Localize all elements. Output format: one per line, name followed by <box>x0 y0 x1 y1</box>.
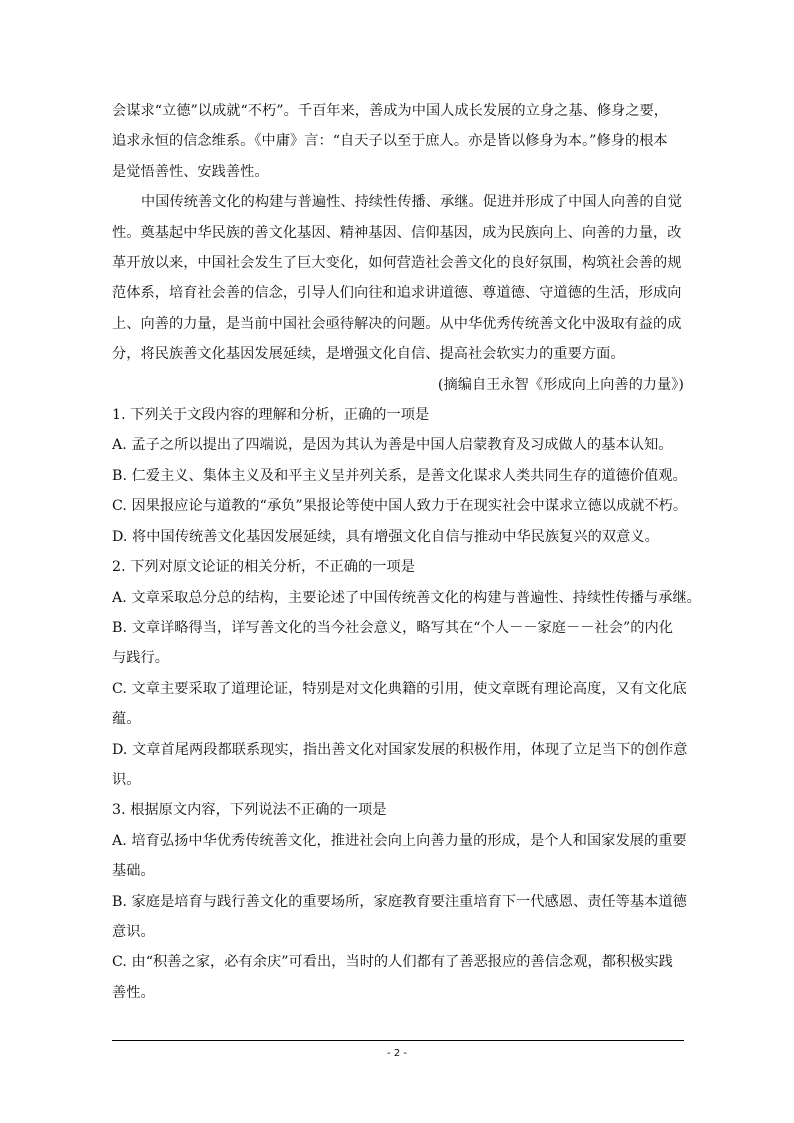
option-d: D. 文章首尾两段都联系现实，指出善文化对国家发展的积极作用，体现了立足当下的创作意 <box>112 741 688 758</box>
text-line: 中国传统善文化的构建与普遍性、持续性传播、承继。促进并形成了中国人向善的自觉 <box>141 194 683 211</box>
option-a: A. 孟子之所以提出了四端说，是因为其认为善是中国人启蒙教育及习成做人的基本认知。 <box>112 437 673 454</box>
question-stem: 1. 下列关于文段内容的理解和分析，正确的一项是 <box>112 407 430 424</box>
text-line: 追求永恒的信念维系。《中庸》言：“自天子以至于庶人。亦是皆以修身为本。”修身的根本 <box>112 133 668 150</box>
question-3 <box>112 795 687 1008</box>
option-b: B. 仁爱主义、集体主义及和平主义呈并列关系，是善文化谋求人类共同生存的道德价值观。 <box>112 467 687 484</box>
option-c-continued: 善性。 <box>112 984 155 1001</box>
question-stem: 2. 下列对原文论证的相关分析，不正确的一项是 <box>112 559 415 576</box>
option-a: A. 培育弘扬中华优秀传统善文化，推进社会向上向善力量的形成，是个人和国家发展的重要 <box>112 832 687 849</box>
option-c: C. 因果报应论与道教的“承负”果报论等使中国人致力于在现实社会中谋求立德以成就不朽。 <box>112 498 688 515</box>
source-citation: (摘编自王永智《形成向上向善的力量》) <box>437 376 684 393</box>
option-d: D. 将中国传统善文化基因发展延续，具有增强文化自信与推动中华民族复兴的双意义。 <box>112 528 659 545</box>
option-b-continued: 意识。 <box>112 923 155 940</box>
option-d-continued: 识。 <box>112 771 141 788</box>
text-line: 分，将民族善文化基因发展延续，是增强文化自信、提高社会软实力的重要方面。 <box>112 346 625 363</box>
option-b: B. 家庭是培育与践行善文化的重要场所，家庭教育要注重培育下一代感恩、责任等基本道德 <box>112 893 687 910</box>
option-b: B. 文章详略得当，详写善文化的当今社会意义，略写其在“个人－－家庭－－社会”的内化 <box>112 619 673 636</box>
passage-paragraph-1 <box>112 96 684 187</box>
footer-divider <box>112 1040 684 1041</box>
option-a-continued: 基础。 <box>112 863 155 880</box>
question-stem: 3. 根据原文内容，下列说法不正确的一项是 <box>112 802 387 819</box>
option-c-continued: 蕴。 <box>112 711 141 728</box>
question-1 <box>112 400 688 552</box>
text-line: 会谋求“立德”以成就“不朽”。千百年来，善成为中国人成长发展的立身之基、修身之要， <box>112 103 669 119</box>
option-a: A. 文章采取总分总的结构，主要论述了中国传统善文化的构建与普遍性、持续性传播与承继。 <box>112 589 701 606</box>
text-line: 范体系，培育社会善的信念，引导人们向往和追求讲道德、尊道德、守道德的生活，形成向 <box>112 285 682 302</box>
text-line: 上、向善的力量，是当前中国社会亟待解决的问题。从中华优秀传统善文化中汲取有益的成 <box>112 315 682 332</box>
option-c: C. 由“积善之家，必有余庆”可看出，当时的人们都有了善恶报应的善信念观，都积极实践 <box>112 954 673 971</box>
question-2 <box>112 552 701 795</box>
text-line: 革开放以来，中国社会发生了巨大变化，如何营造社会善文化的良好氛围，构筑社会善的规 <box>112 255 682 272</box>
page-number: - 2 - <box>387 1048 407 1059</box>
text-line: 是觉悟善性、安践善性。 <box>112 163 269 180</box>
document-body <box>112 96 701 1008</box>
passage-paragraph-2 <box>112 187 684 369</box>
option-b-continued: 与践行。 <box>112 650 169 667</box>
text-line: 性。奠基起中华民族的善文化基因、精神基因、信仰基因，成为民族向上、向善的力量，改 <box>112 224 682 241</box>
option-c: C. 文章主要采取了道理论证，特别是对文化典籍的引用，使文章既有理论高度，又有文化底 <box>112 680 687 697</box>
